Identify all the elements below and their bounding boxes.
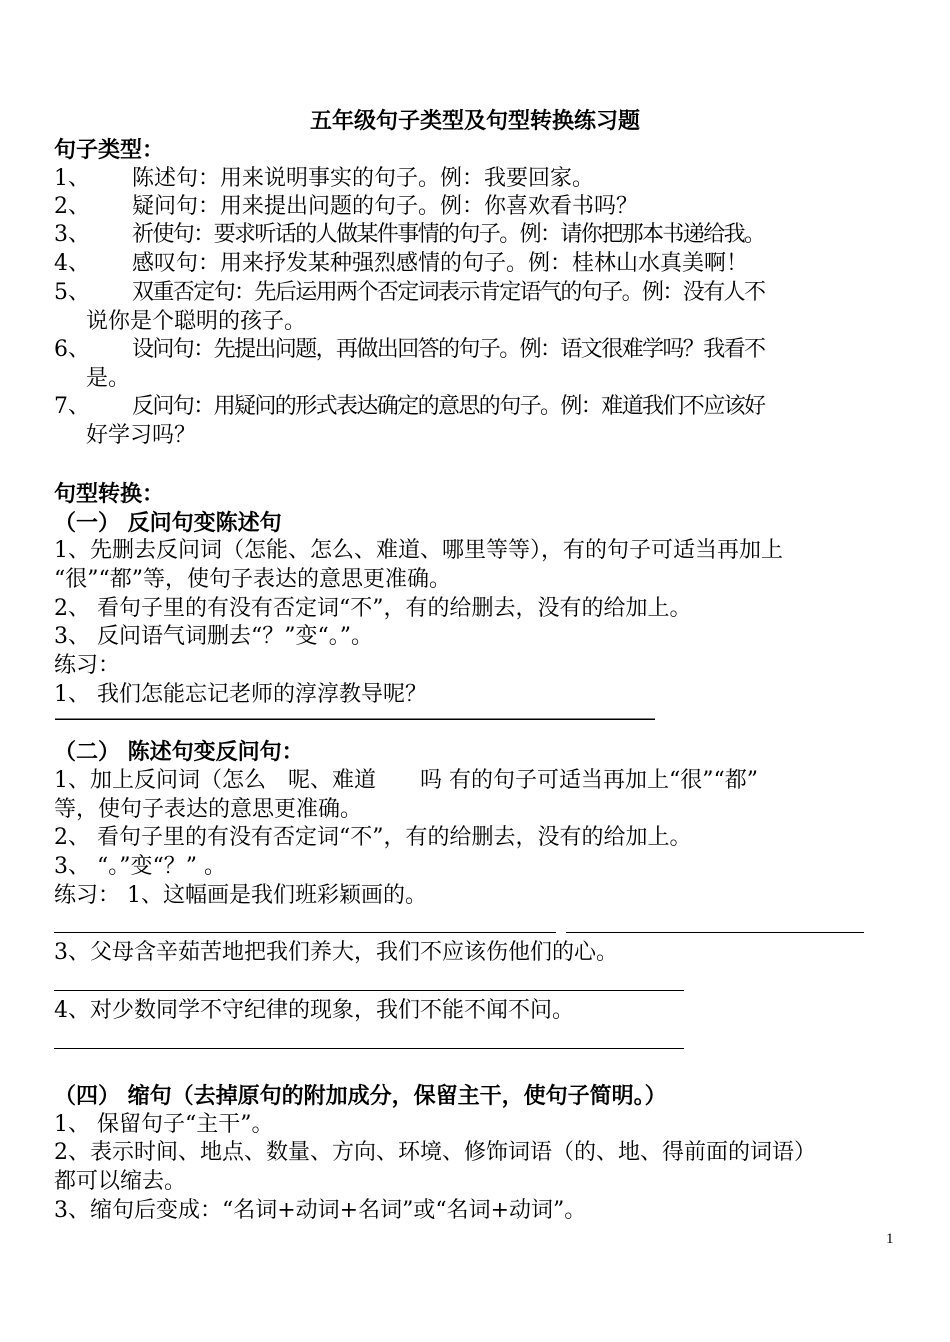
type-item-5-cont: 说你是个聪明的孩子。 xyxy=(86,309,307,334)
section-2-rule-1-cont: 等，使句子表达的意思更准确。 xyxy=(54,797,363,822)
type-num: 5、 xyxy=(54,280,90,305)
type-num: 6、 xyxy=(54,337,90,362)
type-item-3 xyxy=(54,220,764,250)
type-item-2 xyxy=(54,192,638,222)
section-4-rule-2: 2、表示时间、地点、数量、方向、环境、修饰词语（的、地、得前面的词语） xyxy=(54,1140,816,1165)
section-1-practice-label: 练习： xyxy=(54,653,121,678)
answer-line xyxy=(54,1048,684,1049)
type-text: 陈述句：用来说明事实的句子。例：我要回家。 xyxy=(132,166,595,191)
section-2-question-4: 4、对少数同学不守纪律的现象，我们不能不闻不问。 xyxy=(54,998,574,1023)
section-1-heading: （一） 反问句变陈述句 xyxy=(54,510,282,536)
type-item-4 xyxy=(54,249,748,279)
conversion-heading: 句型转换： xyxy=(54,481,165,507)
type-item-6 xyxy=(54,335,764,365)
answer-line xyxy=(566,932,864,933)
section-1-question-1: 1、 我们怎能忘记老师的淳淳教导呢？ xyxy=(54,682,427,707)
section-1-rule-1-cont: “很”“都”等，使句子表达的意思更准确。 xyxy=(54,567,451,592)
type-text: 双重否定句：先后运用两个否定词表示肯定语气的句子。例：没有人不 xyxy=(132,280,765,305)
section-2-rule-2: 2、 看句子里的有没有否定词“不”，有的给删去，没有的给加上。 xyxy=(54,825,692,850)
section-4-rule-1: 1、 保留句子“主干”。 xyxy=(54,1112,274,1137)
answer-line xyxy=(54,932,556,933)
type-num: 1、 xyxy=(54,166,90,191)
type-item-5 xyxy=(54,278,764,308)
page-number: 1 xyxy=(886,1231,894,1247)
type-item-7 xyxy=(54,392,764,422)
section-4-heading: （四） 缩句（去掉原句的附加成分，保留主干，使句子简明。） xyxy=(54,1083,667,1109)
section-2-question-3: 3、父母含辛茹苦地把我们养大，我们不应该伤他们的心。 xyxy=(54,940,618,965)
type-item-7-cont: 好学习吗？ xyxy=(86,423,197,448)
answer-line xyxy=(54,990,684,991)
type-num: 2、 xyxy=(54,194,90,219)
type-num: 7、 xyxy=(54,394,90,419)
page-title: 五年级句子类型及句型转换练习题 xyxy=(309,108,640,134)
type-text: 感叹句：用来抒发某种强烈感情的句子。例：桂林山水真美啊！ xyxy=(132,251,749,276)
type-item-1 xyxy=(54,164,594,194)
section-4-rule-3: 3、缩句后变成：“名词+动词+名词”或“名词+动词”。 xyxy=(54,1198,587,1223)
section-2-rule-1: 1、加上反问词（怎么 呢、难道 吗 有的句子可适当再加上“很”“都” xyxy=(54,768,758,793)
section-4-rule-2-cont: 都可以缩去。 xyxy=(54,1169,187,1194)
section-1-rule-1: 1、先删去反问词（怎能、怎么、难道、哪里等等），有的句子可适当再加上 xyxy=(54,538,783,563)
type-num: 3、 xyxy=(54,222,90,247)
section-2-practice: 练习： 1、这幅画是我们班彩颖画的。 xyxy=(54,883,427,908)
type-text: 疑问句：用来提出问题的句子。例：你喜欢看书吗？ xyxy=(132,194,639,219)
answer-line-dashes: —————————————————————————————— xyxy=(54,706,654,731)
type-item-6-cont: 是。 xyxy=(86,366,131,391)
section-2-heading: （二） 陈述句变反问句： xyxy=(54,739,304,765)
section-2-rule-3: 3、 “。”变“？” 。 xyxy=(54,854,226,879)
type-num: 4、 xyxy=(54,251,90,276)
section-1-rule-3: 3、 反问语气词删去“？”变“。”。 xyxy=(54,624,373,649)
section-1-rule-2: 2、 看句子里的有没有否定词“不”，有的给删去，没有的给加上。 xyxy=(54,596,692,621)
type-text: 反问句：用疑问的形式表达确定的意思的句子。例：难道我们不应该好 xyxy=(132,394,765,419)
type-text: 设问句：先提出问题，再做出回答的句子。例：语文很难学吗？我看不 xyxy=(132,337,765,362)
types-heading: 句子类型： xyxy=(54,137,165,163)
type-text: 祈使句：要求听话的人做某件事情的句子。例：请你把那本书递给我。 xyxy=(132,222,765,247)
